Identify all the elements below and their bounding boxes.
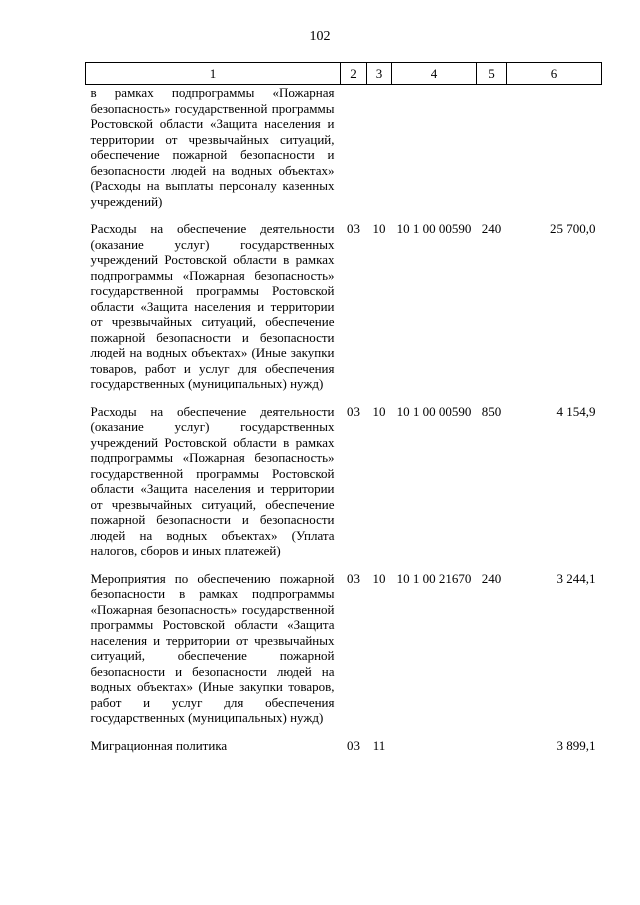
row-expense-type: 240: [481, 570, 502, 586]
row-description: Расходы на обеспечение деятельности (оказание услуг) государственных учреждений Ростовской области в рамках подпрограммы «Пожарная безопасность» государственной программы Ростовской области «Защита населения и территории от чрезвычайных ситуаций, обеспечение пожарной безопасности и безопасности людей на водных объектах» (Уплата налогов, сборов и иных платежей): [90, 403, 335, 558]
row-target-code: 10 1 00 21670: [396, 570, 472, 586]
column-header-4: 4: [392, 63, 477, 85]
table-row: [86, 85, 602, 222]
row-section-code: 03: [347, 221, 360, 236]
table-row: [86, 571, 602, 738]
column-header-5: 5: [477, 63, 507, 85]
row-amount: 3 244,1: [556, 570, 596, 586]
row-subsection-code: 10: [372, 403, 386, 419]
table-row: [86, 404, 602, 571]
row-description: в рамках подпрограммы «Пожарная безопасность» государственной программы Ростовской области «Защита населения и территории от чрезвычайных ситуаций, обеспечение пожарной безопасности и безопасности людей на водных объектах» (Расходы на выплаты персоналу казенных учреждений): [90, 85, 335, 209]
row-description: Мероприятия по обеспечению пожарной безопасности в рамках подпрограммы «Пожарная безопасность» государственной программы Ростовской области «Защита населения и территории от чрезвычайных ситуаций, обеспечение пожарной безопасности и безопасности людей на водных объектах» (Иные закупки товаров, работ и услуг для обеспечения государственных (муниципальных) нужд): [90, 570, 335, 725]
table-header: [86, 63, 602, 85]
column-header-3: 3: [367, 63, 392, 85]
table-row: [86, 738, 602, 754]
header-row: [86, 63, 602, 85]
column-header-6: 6: [507, 63, 602, 85]
row-target-code: [392, 85, 477, 222]
row-expense-type: 240: [481, 221, 502, 236]
row-subsection-code: [367, 85, 392, 222]
column-header-1: 1: [86, 63, 341, 85]
row-section-code: 03: [347, 403, 360, 419]
row-amount: [507, 85, 602, 222]
row-subsection-code: 10: [372, 570, 386, 586]
row-section-code: [341, 85, 367, 222]
row-description: Миграционная политика: [90, 737, 228, 753]
column-header-2: 2: [341, 63, 367, 85]
row-amount: 3 899,1: [556, 737, 596, 753]
row-section-code: 03: [347, 737, 360, 753]
page-number: 102: [309, 29, 331, 44]
row-subsection-code: 11: [372, 737, 386, 753]
row-amount: 4 154,9: [556, 403, 596, 419]
row-section-code: 03: [347, 570, 360, 586]
row-target-code: [392, 738, 477, 754]
row-subsection-code: 10: [372, 221, 386, 236]
row-expense-type: 850: [481, 403, 502, 419]
row-expense-type: [477, 85, 507, 222]
budget-table: [85, 62, 602, 753]
row-expense-type: [477, 738, 507, 754]
row-target-code: 10 1 00 00590: [396, 221, 472, 236]
row-description: Расходы на обеспечение деятельности (оказание услуг) государственных учреждений Ростовской области в рамках подпрограммы «Пожарная безопасность» государственной программы Ростовской области «Защита населения и территории от чрезвычайных ситуаций, обеспечение пожарной безопасности и безопасности людей на водных объектах» (Иные закупки товаров, работ и услуг для обеспечения государственных (муниципальных) нужд): [90, 221, 335, 391]
table-row: [86, 221, 602, 404]
table-body: [86, 85, 602, 754]
row-target-code: 10 1 00 00590: [396, 403, 472, 419]
row-amount: 25 700,0: [550, 221, 596, 236]
